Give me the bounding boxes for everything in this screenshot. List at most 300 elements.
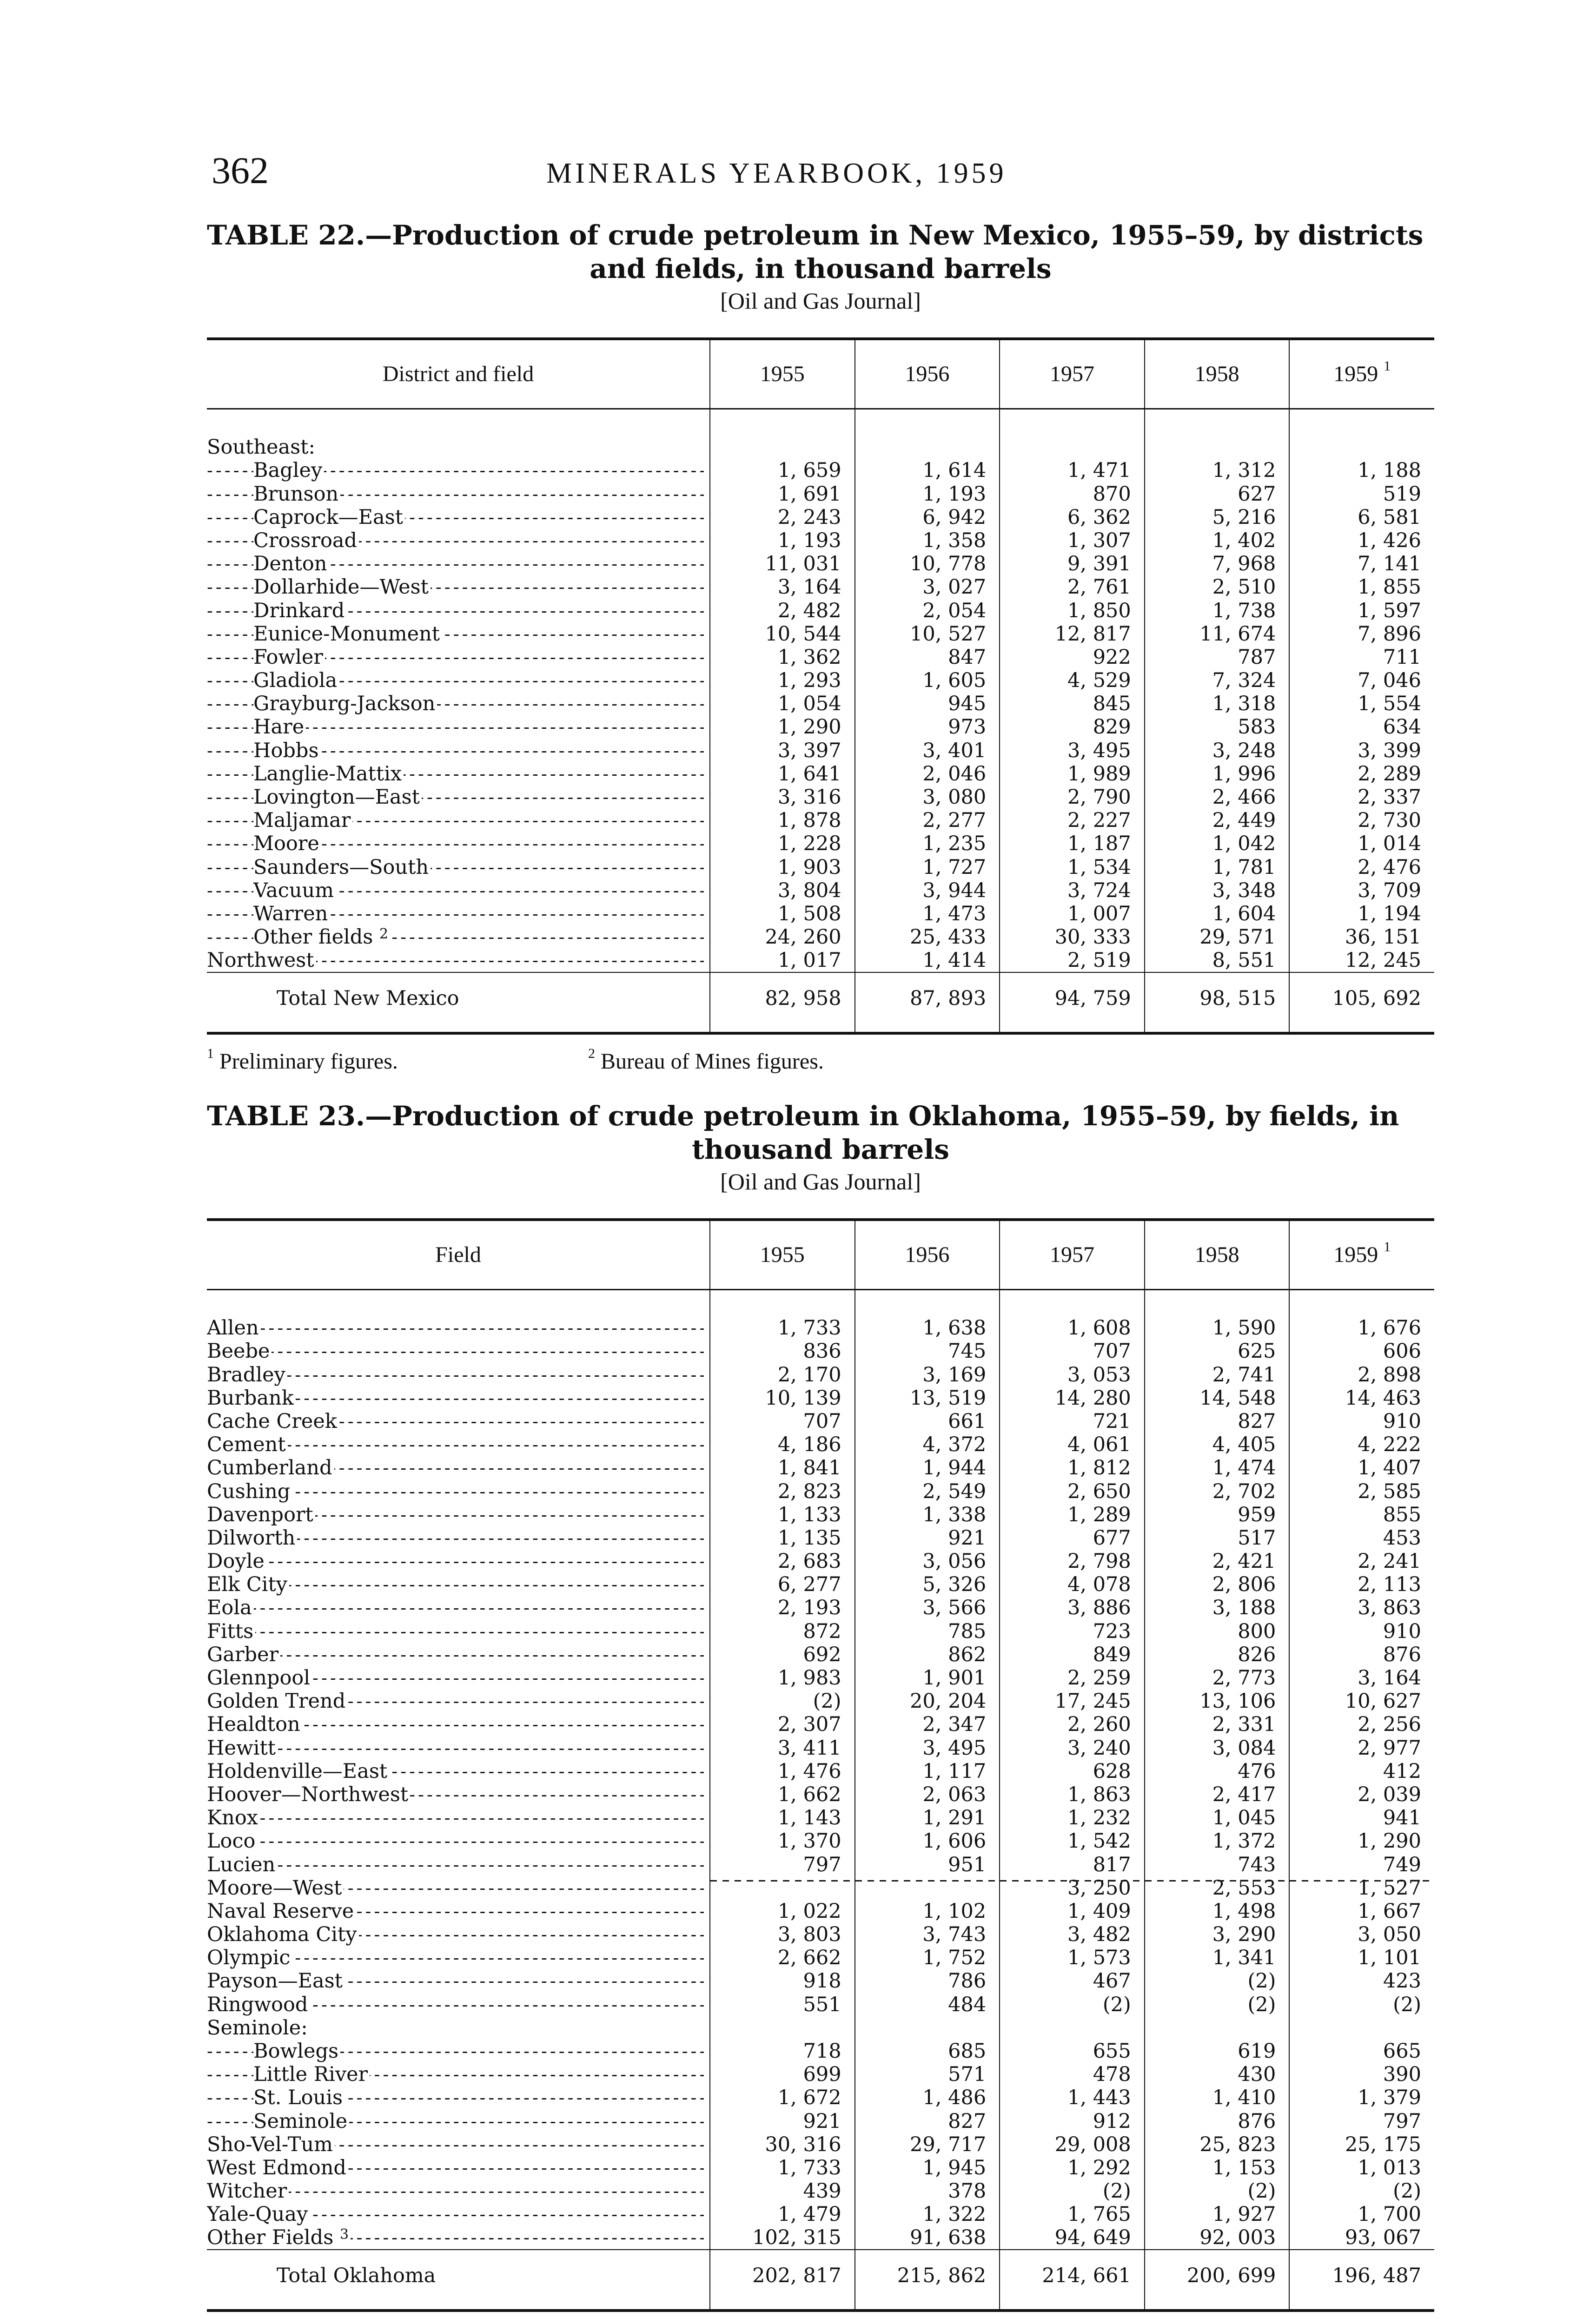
row-label-name: Oklahoma City (207, 1923, 357, 1947)
value-cell: 1, 228 (710, 832, 855, 855)
row-label-text (253, 599, 346, 622)
value-cell: 855 (1289, 1503, 1434, 1526)
value-cell: 1, 727 (855, 855, 1000, 878)
spacer-cell (855, 2301, 1000, 2311)
value-cell: 6, 942 (855, 506, 1000, 529)
value-cell (855, 1876, 1000, 1900)
value-cell: 749 (1289, 1853, 1434, 1876)
row-label-text (207, 1783, 410, 1806)
value-cell: 10, 527 (855, 622, 1000, 646)
value-cell: 17, 245 (1000, 1690, 1145, 1713)
value-cell: 3, 886 (1000, 1596, 1145, 1619)
value-cell: 665 (1289, 2040, 1434, 2063)
row-label-name: Allen (207, 1316, 259, 1340)
footnote: $^2$ Bureau of Mines figures. (588, 1046, 824, 1074)
row-label-name: Denton (253, 552, 327, 576)
value-cell: 98, 515 (1145, 972, 1290, 1024)
row-label-name: Fitts (207, 1619, 254, 1643)
row-label-text (277, 2264, 437, 2287)
row-label-text (253, 856, 431, 879)
value-cell: 1, 765 (1000, 2203, 1145, 2226)
value-cell: 7, 324 (1145, 669, 1290, 692)
row-label-name: Little River (253, 2063, 368, 2086)
row-label-name: Grayburg-Jackson (253, 692, 436, 716)
value-cell: 2, 063 (855, 1783, 1000, 1806)
value-cell: 1, 597 (1289, 599, 1434, 622)
value-cell: 1, 193 (855, 482, 1000, 505)
value-cell: 6, 362 (1000, 506, 1145, 529)
row-label-name: Caprock—East (253, 505, 404, 529)
value-cell: 1, 606 (855, 1829, 1000, 1853)
value-cell: 1, 662 (710, 1783, 855, 1806)
row-label (207, 1596, 710, 1619)
value-cell: 1, 471 (1000, 459, 1145, 482)
row-label-name: Gladiola (253, 669, 338, 693)
row-label-name: Brunson (253, 482, 339, 506)
value-cell: 1, 407 (1289, 1456, 1434, 1479)
row-label-name: Cement (207, 1433, 286, 1457)
value-cell: 423 (1289, 1969, 1434, 1993)
table-row (207, 902, 1434, 925)
value-cell: 1, 474 (1145, 1456, 1290, 1479)
value-cell: 1, 232 (1000, 1806, 1145, 1829)
table-22-block (207, 218, 1434, 1081)
row-label-name: Beebe (207, 1340, 270, 1363)
value-cell: 4, 061 (1000, 1433, 1145, 1456)
column-header-year: 1959 $^1$ (1289, 1220, 1434, 1289)
row-label-text (207, 1433, 288, 1456)
row-label (207, 1736, 710, 1759)
value-cell: 959 (1145, 1503, 1290, 1526)
value-cell: 519 (1289, 482, 1434, 505)
value-cell: 29, 008 (1000, 2133, 1145, 2156)
column-header-year: 1958 (1145, 1220, 1290, 1289)
group-label (207, 436, 710, 459)
row-label-name: Total Oklahoma (277, 2264, 436, 2288)
row-label-name: Eola (207, 1596, 252, 1620)
row-label-name: Moore (253, 832, 319, 856)
value-cell: 847 (855, 646, 1000, 669)
spacer-cell (855, 409, 1000, 436)
value-cell: 1, 014 (1289, 832, 1434, 855)
value-cell: 876 (1289, 1643, 1434, 1666)
value-cell: 3, 411 (710, 1736, 855, 1759)
value-cell: 3, 401 (855, 739, 1000, 762)
value-cell: 797 (1289, 2109, 1434, 2133)
value-cell: 12, 245 (1289, 949, 1434, 972)
row-label (207, 809, 710, 832)
row-label (207, 739, 710, 762)
total-row (207, 2250, 1434, 2301)
value-cell: 2, 662 (710, 1946, 855, 1969)
value-cell: 2, 227 (1000, 809, 1145, 832)
value-cell: 571 (855, 2063, 1000, 2086)
value-cell: 5, 216 (1145, 506, 1290, 529)
row-label-name: Vacuum (253, 878, 334, 902)
table-row (207, 2226, 1434, 2250)
row-label-text (253, 832, 321, 855)
row-label-text (253, 2063, 370, 2086)
row-label-name: Bowlegs (253, 2040, 339, 2063)
value-cell: 677 (1000, 1526, 1145, 1550)
row-label (207, 1550, 710, 1573)
row-label-text (207, 1643, 280, 1666)
table-row (207, 482, 1434, 505)
table-row (207, 715, 1434, 739)
value-cell: 1, 676 (1289, 1316, 1434, 1340)
value-cell: 476 (1145, 1760, 1290, 1783)
row-label-text (253, 739, 321, 762)
row-label (207, 552, 710, 575)
value-cell: 1, 443 (1000, 2086, 1145, 2109)
table-row (207, 832, 1434, 855)
row-label-text (207, 1876, 344, 1900)
value-cell: 453 (1289, 1526, 1434, 1550)
value-cell: 1, 143 (710, 1806, 855, 1829)
value-cell: 92, 003 (1145, 2226, 1290, 2250)
value-cell: 1, 153 (1145, 2156, 1290, 2179)
value-cell: 2, 054 (855, 599, 1000, 622)
group-label (207, 2016, 710, 2040)
value-cell: 1, 996 (1145, 762, 1290, 786)
row-label-text (253, 2110, 349, 2133)
spacer-cell (1145, 1024, 1290, 1033)
value-cell: 1, 410 (1145, 2086, 1290, 2109)
value-cell: 1, 312 (1145, 459, 1290, 482)
value-cell: 1, 102 (855, 1900, 1000, 1923)
row-label (207, 1853, 710, 1876)
value-cell: 583 (1145, 715, 1290, 739)
value-cell: 1, 855 (1289, 575, 1434, 599)
table-row (207, 2133, 1434, 2156)
value-cell: 2, 331 (1145, 1713, 1290, 1736)
value-cell: 7, 141 (1289, 552, 1434, 575)
table-row (207, 1713, 1434, 1736)
value-cell: 723 (1000, 1619, 1145, 1643)
value-cell: 517 (1145, 1526, 1290, 1550)
group-label-text: Seminole: (207, 2016, 310, 2040)
value-cell: 2, 683 (710, 1550, 855, 1573)
row-label (207, 1993, 710, 2016)
row-label (207, 2226, 710, 2250)
row-label-text (253, 552, 329, 575)
value-cell: 439 (710, 2179, 855, 2203)
value-cell: 2, 482 (710, 599, 855, 622)
value-cell: 910 (1289, 1619, 1434, 1643)
row-label (207, 762, 710, 786)
value-cell: 921 (710, 2109, 855, 2133)
row-label-text (207, 1969, 344, 1993)
value-cell: 2, 650 (1000, 1479, 1145, 1503)
value-cell: 1, 291 (855, 1806, 1000, 1829)
row-label-name: Ringwood (207, 1993, 308, 2016)
value-cell: 619 (1145, 2040, 1290, 2063)
row-label (207, 1900, 710, 1923)
value-cell: 1, 989 (1000, 762, 1145, 786)
value-cell: 24, 260 (710, 925, 855, 949)
value-cell: 1, 841 (710, 1456, 855, 1479)
value-cell: 1, 473 (855, 902, 1000, 925)
row-label-name: Bagley (253, 459, 323, 482)
value-cell: 2, 337 (1289, 786, 1434, 809)
row-label (207, 1456, 710, 1479)
value-cell: 862 (855, 1643, 1000, 1666)
value-cell: 6, 581 (1289, 506, 1434, 529)
value-cell: 1, 700 (1289, 2203, 1434, 2226)
value-cell: 1, 901 (855, 1666, 1000, 1690)
empty-cell (710, 2016, 855, 2040)
value-cell: 2, 510 (1145, 575, 1290, 599)
row-label-text (207, 1363, 287, 1386)
value-cell: 1, 341 (1145, 1946, 1290, 1969)
row-label (207, 715, 710, 739)
value-cell: 105, 692 (1289, 972, 1434, 1024)
value-cell: 11, 031 (710, 552, 855, 575)
table-row (207, 1923, 1434, 1946)
value-cell: 3, 399 (1289, 739, 1434, 762)
value-cell: 3, 290 (1145, 1923, 1290, 1946)
row-label (207, 1876, 710, 1900)
value-cell: 3, 316 (710, 786, 855, 809)
row-label (207, 2040, 710, 2063)
row-label (207, 1433, 710, 1456)
value-cell: 2, 170 (710, 1363, 855, 1386)
value-cell: 10, 544 (710, 622, 855, 646)
value-cell: 3, 743 (855, 1923, 1000, 1946)
value-cell: 827 (1145, 1410, 1290, 1433)
value-cell: 3, 397 (710, 739, 855, 762)
value-cell: 2, 790 (1000, 786, 1145, 809)
value-cell: 1, 117 (855, 1760, 1000, 1783)
value-cell: 6, 277 (710, 1573, 855, 1596)
value-cell: 699 (710, 2063, 855, 2086)
table-22-body (207, 409, 1434, 1033)
value-cell: (2) (1000, 2179, 1145, 2203)
row-label (207, 2063, 710, 2086)
spacer-cell (1145, 409, 1290, 436)
spacer-cell (710, 1289, 855, 1316)
value-cell: 1, 878 (710, 809, 855, 832)
table-row (207, 1479, 1434, 1503)
empty-cell (710, 436, 855, 459)
table-row (207, 1526, 1434, 1550)
spacer-cell (207, 409, 710, 436)
value-cell: 829 (1000, 715, 1145, 739)
table-row (207, 786, 1434, 809)
value-cell: 10, 627 (1289, 1690, 1434, 1713)
spacer-cell (1145, 1289, 1290, 1316)
table-23-caption (207, 1099, 1434, 1166)
row-label (207, 2250, 710, 2301)
row-label-name: Lucien (207, 1853, 276, 1876)
value-cell: 3, 803 (710, 1923, 855, 1946)
value-cell: 707 (1000, 1340, 1145, 1363)
value-cell: 25, 175 (1289, 2133, 1434, 2156)
value-cell: 1, 850 (1000, 599, 1145, 622)
value-cell: 1, 944 (855, 1456, 1000, 1479)
empty-cell (855, 2016, 1000, 2040)
row-label-text (253, 809, 352, 832)
empty-cell (1289, 2016, 1434, 2040)
row-label-text (207, 2156, 348, 2179)
table-23 (207, 1218, 1434, 2312)
row-label-name: Naval Reserve (207, 1899, 354, 1923)
value-cell: 1, 045 (1145, 1806, 1290, 1829)
value-cell: 785 (855, 1619, 1000, 1643)
footnote-mark: 2 (379, 926, 389, 943)
value-cell: 3, 056 (855, 1550, 1000, 1573)
value-cell: 1, 426 (1289, 529, 1434, 552)
value-cell: 2, 798 (1000, 1550, 1145, 1573)
row-label-text (207, 2179, 289, 2203)
value-cell: 941 (1289, 1806, 1434, 1829)
spacer-cell (855, 1024, 1000, 1033)
value-cell: 1, 812 (1000, 1456, 1145, 1479)
value-cell: 82, 958 (710, 972, 855, 1024)
row-label-name: Yale-Quay (207, 2203, 308, 2226)
value-cell: 1, 604 (1145, 902, 1290, 925)
row-label-name: Dilworth (207, 1526, 296, 1550)
total-row (207, 972, 1434, 1024)
value-cell: 1, 414 (855, 949, 1000, 972)
row-label-name: Cumberland (207, 1456, 332, 1480)
row-label-name: Hoover—Northwest (207, 1783, 409, 1806)
table-row (207, 1969, 1434, 1993)
value-cell: 4, 222 (1289, 1433, 1434, 1456)
row-label (207, 646, 710, 669)
value-cell: 1, 362 (710, 646, 855, 669)
value-cell: 378 (855, 2179, 1000, 2203)
spacer-cell (207, 1024, 710, 1033)
value-cell: 3, 250 (1000, 1876, 1145, 1900)
row-label (207, 1969, 710, 1993)
table-row (207, 459, 1434, 482)
value-cell: 94, 649 (1000, 2226, 1145, 2250)
row-label-text (207, 1923, 359, 1946)
table-row (207, 1340, 1434, 1363)
value-cell: 692 (710, 1643, 855, 1666)
empty-cell (1145, 436, 1290, 459)
table-22-footnotes (207, 1046, 1434, 1081)
row-label-text (253, 786, 422, 809)
value-cell: 4, 529 (1000, 669, 1145, 692)
value-cell: 1, 554 (1289, 692, 1434, 715)
value-cell: 1, 188 (1289, 459, 1434, 482)
value-cell: 1, 498 (1145, 1900, 1290, 1923)
row-label (207, 1643, 710, 1666)
value-cell: 2, 806 (1145, 1573, 1290, 1596)
row-label (207, 575, 710, 599)
value-cell: 13, 519 (855, 1386, 1000, 1410)
value-cell: 1, 781 (1145, 855, 1290, 878)
value-cell: 2, 823 (710, 1479, 855, 1503)
table-row (207, 762, 1434, 786)
value-cell: 3, 248 (1145, 739, 1290, 762)
value-cell: 1, 042 (1145, 832, 1290, 855)
empty-cell (855, 436, 1000, 459)
value-cell: 1, 733 (710, 1316, 855, 1340)
table-row (207, 1410, 1434, 1433)
row-label (207, 1526, 710, 1550)
value-cell: 1, 672 (710, 2086, 855, 2109)
value-cell: 8, 551 (1145, 949, 1290, 972)
row-label (207, 972, 710, 1024)
value-cell: 4, 372 (855, 1433, 1000, 1456)
table-row (207, 1316, 1434, 1340)
table-row (207, 1760, 1434, 1783)
value-cell: 3, 164 (710, 575, 855, 599)
value-cell: 1, 193 (710, 529, 855, 552)
row-label-name: Crossroad (253, 528, 358, 552)
value-cell: 430 (1145, 2063, 1290, 2086)
row-label-name: Loco (207, 1829, 256, 1853)
value-cell: 1, 322 (855, 2203, 1000, 2226)
value-cell: 91, 638 (855, 2226, 1000, 2250)
value-cell: 945 (855, 692, 1000, 715)
value-cell: 29, 717 (855, 2133, 1000, 2156)
row-label-text (207, 1806, 260, 1829)
row-label (207, 1316, 710, 1340)
row-label-name: Elk City (207, 1573, 288, 1597)
value-cell: 1, 289 (1000, 1503, 1145, 1526)
value-cell: 1, 194 (1289, 902, 1434, 925)
table-22-source: [Oil and Gas Journal] (720, 288, 921, 314)
value-cell: 918 (710, 1969, 855, 1993)
table-row (207, 622, 1434, 646)
row-label-name: Other fields (253, 925, 373, 949)
row-label-text (207, 1550, 266, 1573)
spacer-cell (207, 2301, 710, 2311)
table-row (207, 646, 1434, 669)
value-cell: 2, 741 (1145, 1363, 1290, 1386)
table-23-source: [Oil and Gas Journal] (720, 1169, 921, 1195)
value-cell: 1, 293 (710, 669, 855, 692)
table-row (207, 1643, 1434, 1666)
row-label (207, 2086, 710, 2109)
value-cell: 3, 724 (1000, 879, 1145, 902)
group-label-row (207, 436, 1434, 459)
row-label-name: Payson—East (207, 1969, 343, 1993)
value-cell: 2, 519 (1000, 949, 1145, 972)
table-row (207, 2203, 1434, 2226)
table-row (207, 1596, 1434, 1619)
table-row (207, 2109, 1434, 2133)
value-cell: 390 (1289, 2063, 1434, 2086)
row-label-text (207, 1690, 347, 1713)
row-label-text (207, 1340, 272, 1363)
row-label-name: Golden Trend (207, 1690, 346, 1713)
row-label (207, 622, 710, 646)
row-label (207, 1923, 710, 1946)
column-header-year: 1956 (855, 1220, 1000, 1289)
row-label (207, 1829, 710, 1853)
row-label-name: Drinkard (253, 599, 345, 622)
table-end-rule (207, 1024, 1434, 1033)
value-cell: 1, 054 (710, 692, 855, 715)
value-cell: 2, 702 (1145, 1479, 1290, 1503)
footnote: $^1$ Preliminary figures. (207, 1046, 398, 1074)
value-cell: 1, 022 (710, 1900, 855, 1923)
value-cell: (2) (1289, 2179, 1434, 2203)
row-label (207, 1946, 710, 1969)
row-label (207, 692, 710, 715)
value-cell: 3, 169 (855, 1363, 1000, 1386)
value-cell: 1, 013 (1289, 2156, 1434, 2179)
table-row (207, 2156, 1434, 2179)
row-label-text (253, 902, 330, 925)
row-label (207, 832, 710, 855)
value-cell: 2, 256 (1289, 1713, 1434, 1736)
